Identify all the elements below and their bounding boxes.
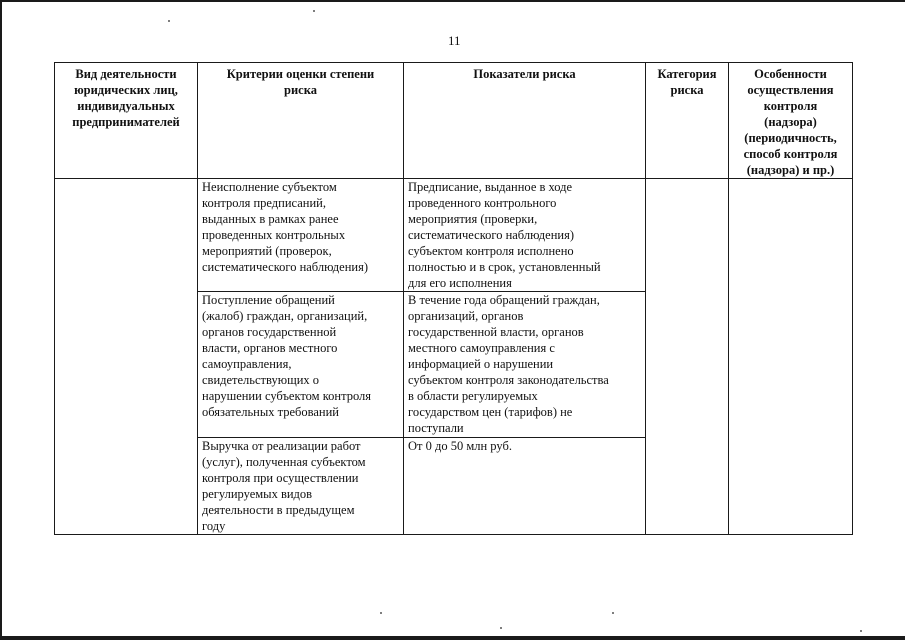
scan-border-left [0, 0, 2, 640]
scan-speck [612, 612, 614, 614]
header-activity-type: Вид деятельности юридических лиц, индивидуальных предпринимателей [55, 63, 198, 179]
activity-type-cell [55, 179, 198, 535]
risk-category-cell [646, 179, 729, 535]
table-header-row [55, 63, 853, 179]
scan-speck [860, 630, 862, 632]
header-risk-indicators: Показатели риска [404, 63, 646, 179]
scan-speck [313, 10, 315, 12]
scan-speck [380, 612, 382, 614]
criterion-cell: Поступление обращений (жалоб) граждан, организаций, органов государственной власти, органов местного самоуправления, свидетельствующих о нарушении субъектом контроля обязательных требований [198, 292, 404, 438]
indicator-cell: От 0 до 50 млн руб. [404, 438, 646, 535]
control-features-cell [729, 179, 853, 535]
indicator-cell: Предписание, выданное в ходе проведенного контрольного мероприятия (проверки, систематического наблюдения) субъектом контроля исполнено полностью и в срок, установленный для его исполнения [404, 179, 646, 292]
scan-speck [168, 20, 170, 22]
criterion-cell: Выручка от реализации работ (услуг), полученная субъектом контроля при осуществлении регулируемых видов деятельности в предыдущем году [198, 438, 404, 535]
page-number: 11 [448, 33, 461, 48]
header-risk-category: Категория риска [646, 63, 729, 179]
header-risk-criteria: Критерии оценки степени риска [198, 63, 404, 179]
scan-border-bottom [0, 636, 905, 640]
scan-speck [500, 627, 502, 629]
header-control-features: Особенности осуществления контроля (надзора) (периодичность, способ контроля (надзора) и пр.) [729, 63, 853, 179]
criterion-cell: Неисполнение субъектом контроля предписаний, выданных в рамках ранее проведенных контрольных мероприятий (проверок, систематического наблюдения) [198, 179, 404, 292]
risk-criteria-table [54, 62, 853, 535]
indicator-cell: В течение года обращений граждан, организаций, органов государственной власти, органов местного самоуправления с информацией о нарушении субъектом контроля законодательства в области регулируемых государством цен (тарифов) не поступали [404, 292, 646, 438]
scan-border-top [0, 0, 905, 2]
table-row [55, 179, 853, 292]
